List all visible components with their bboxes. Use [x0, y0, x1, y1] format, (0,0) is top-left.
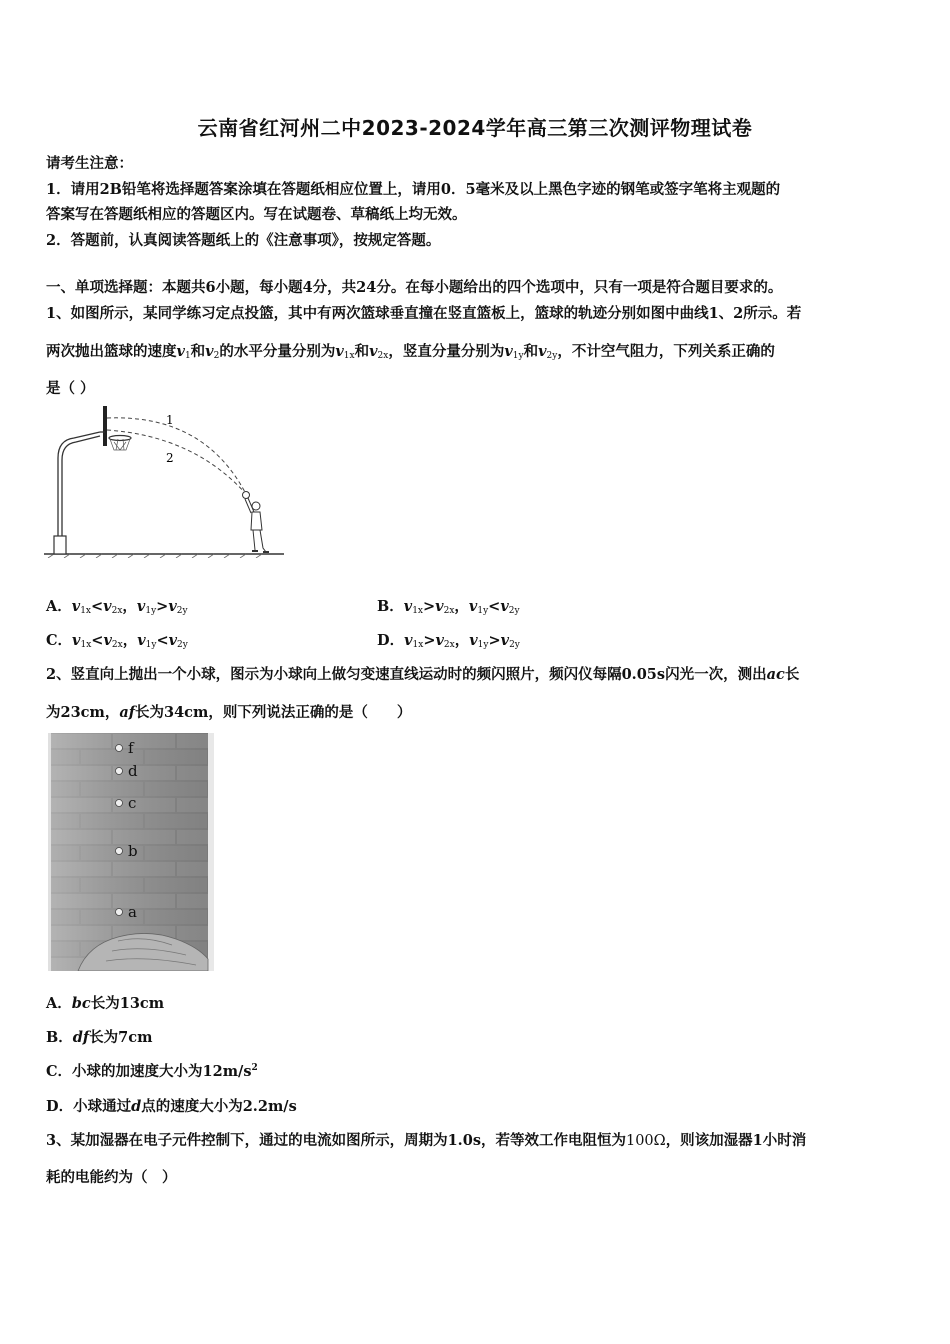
basketball-figure — [44, 402, 284, 558]
photo-label-c: c — [128, 794, 137, 812]
notice-line-2: 答案写在答题纸相应的答题区内。写在试题卷、草稿纸上均无效。 — [46, 206, 467, 223]
ball-d — [116, 768, 123, 775]
hoop-pole — [58, 432, 100, 536]
pole-base — [54, 536, 66, 554]
q2-option-a[interactable]: A．bc长为13cm — [46, 995, 165, 1012]
notice-line-1: 1．请用2B铅笔将选择题答案涂填在答题纸相应位置上，请用0．5毫米及以上黑色字迹的钢笔或签字笔将主观题的 — [46, 181, 781, 198]
photo-label-f: f — [128, 739, 134, 757]
player-figure — [243, 492, 270, 553]
q2-line-1: 2、竖直向上抛出一个小球，图示为小球向上做匀变速直线运动时的频闪照片，频闪仪每隔0.05s闪光一次，测出ac长 — [46, 666, 800, 683]
ball-a — [116, 909, 123, 916]
q1-text-a: 两次抛出篮球的速度 — [46, 343, 177, 360]
hoop-rim — [109, 436, 131, 441]
trajectory-label-2: 2 — [166, 451, 174, 465]
v2-symbol: v — [205, 343, 214, 360]
v1-symbol: v — [176, 343, 185, 360]
q2-line-2: 为23cm，af长为34cm，则下列说法正确的是（ ） — [46, 704, 412, 721]
resistance-value: 100Ω — [625, 1133, 666, 1149]
photo-label-d: d — [128, 762, 138, 780]
photo-label-a: a — [128, 903, 137, 921]
page-title: 云南省红河州二中2023-2024学年高三第三次测评物理试卷 — [197, 116, 753, 140]
trajectory-label-1: 1 — [166, 413, 174, 427]
q2-option-d[interactable]: D．小球通过d点的速度大小为2.2m/s — [46, 1098, 297, 1115]
ball-b — [116, 848, 123, 855]
notice-heading: 请考生注意： — [46, 155, 133, 172]
notice-line-3: 2．答题前，认真阅读答题纸上的《注意事项》，按规定答题。 — [46, 232, 441, 249]
q1-line-2: 两次抛出篮球的速度$v_1$和$v_2$的水平分量分别为$v_{1x}$和$v_{2x}$，竖直分量分别为$v_{1y}$和$v_{2y}$，不计空气阻力，下列关系正确的 — [46, 343, 775, 361]
q1-line-3: 是（ ） — [46, 380, 95, 397]
q2-option-c[interactable]: C．小球的加速度大小为$12m/s^2$ — [46, 1063, 258, 1080]
q1-option-a[interactable]: A．$v_{1x}<v_{2x}$，$v_{1y}>v_{2y}$ — [46, 598, 188, 616]
q3-line-2: 耗的电能约为（ ） — [46, 1169, 177, 1186]
section-heading: 一、单项选择题：本题共6小题，每小题4分，共24分。在每小题给出的四个选项中，只有一项是符合题目要求的。 — [46, 279, 783, 296]
ball-c — [116, 800, 123, 807]
q1-option-c[interactable]: C．$v_{1x}<v_{2x}$，$v_{1y}<v_{2y}$ — [46, 632, 188, 650]
ball — [243, 492, 250, 499]
trajectory-1 — [107, 418, 246, 494]
q1-option-b[interactable]: B．$v_{1x}>v_{2x}$，$v_{1y}<v_{2y}$ — [377, 598, 520, 616]
strobe-photo — [48, 733, 214, 971]
q1-line-1: 1、如图所示，某同学练习定点投篮，其中有两次篮球垂直撞在竖直篮板上，篮球的轨迹分别如图中曲线1、2所示。若 — [46, 305, 802, 322]
ball-f — [116, 745, 123, 752]
q1-option-d[interactable]: D．$v_{1x}>v_{2x}$，$v_{1y}>v_{2y}$ — [377, 632, 520, 650]
q2-option-b[interactable]: B．df长为7cm — [46, 1029, 153, 1046]
photo-label-b: b — [128, 842, 138, 860]
q3-line-1: 3、某加湿器在电子元件控制下，通过的电流如图所示，周期为1.0s，若等效工作电阻恒为100Ω，则该加湿器1小时消 — [46, 1132, 807, 1149]
